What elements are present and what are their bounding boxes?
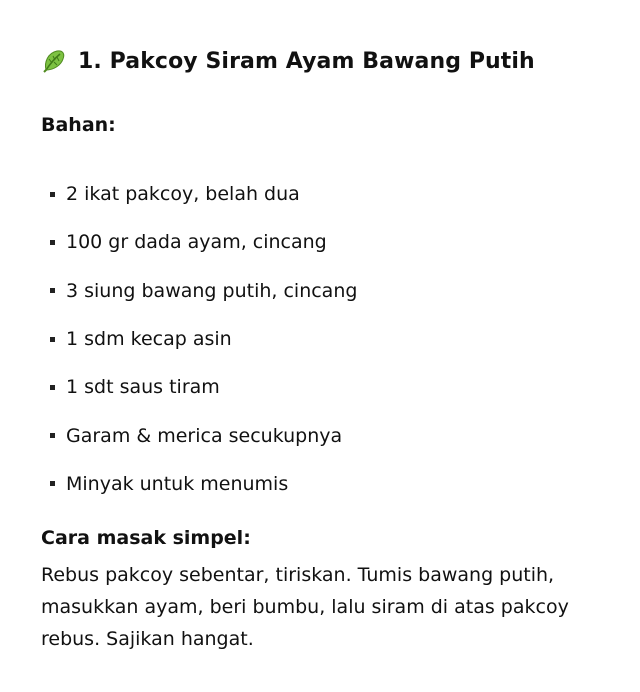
bullet-icon (50, 385, 55, 390)
ingredient-text: 100 gr dada ayam, cincang (66, 231, 327, 254)
method-heading: Cara masak simpel: (41, 527, 251, 549)
ingredient-text: 1 sdt saus tiram (66, 376, 220, 399)
ingredient-item (41, 411, 357, 459)
bullet-icon (50, 433, 55, 438)
ingredient-text: Garam & merica secukupnya (66, 424, 343, 447)
bullet-icon (50, 481, 55, 486)
bullet-icon (50, 240, 55, 245)
method-text: Rebus pakcoy sebentar, tiriskan. Tumis bawang putih, masukkan ayam, beri bumbu, lalu siram di atas pakcoy rebus. Sajikan hangat. (41, 564, 569, 650)
leafy-green-icon (41, 48, 67, 74)
ingredient-item (41, 218, 357, 266)
recipe-title: 1. Pakcoy Siram Ayam Bawang Putih (78, 48, 535, 74)
ingredient-item (41, 460, 357, 508)
ingredient-item (41, 267, 357, 315)
ingredient-text: 1 sdm kecap asin (66, 328, 232, 351)
recipe-title-row (41, 44, 535, 78)
bullet-icon (50, 288, 55, 293)
ingredient-text: 3 siung bawang putih, cincang (66, 279, 358, 302)
ingredient-item (41, 170, 357, 218)
ingredient-text: 2 ikat pakcoy, belah dua (66, 183, 300, 206)
ingredients-heading: Bahan: (41, 114, 116, 136)
ingredient-item (41, 315, 357, 363)
ingredient-item (41, 363, 357, 411)
bullet-icon (50, 337, 55, 342)
ingredients-list (41, 170, 357, 508)
ingredient-text: Minyak untuk menumis (66, 472, 289, 495)
bullet-icon (50, 192, 55, 197)
